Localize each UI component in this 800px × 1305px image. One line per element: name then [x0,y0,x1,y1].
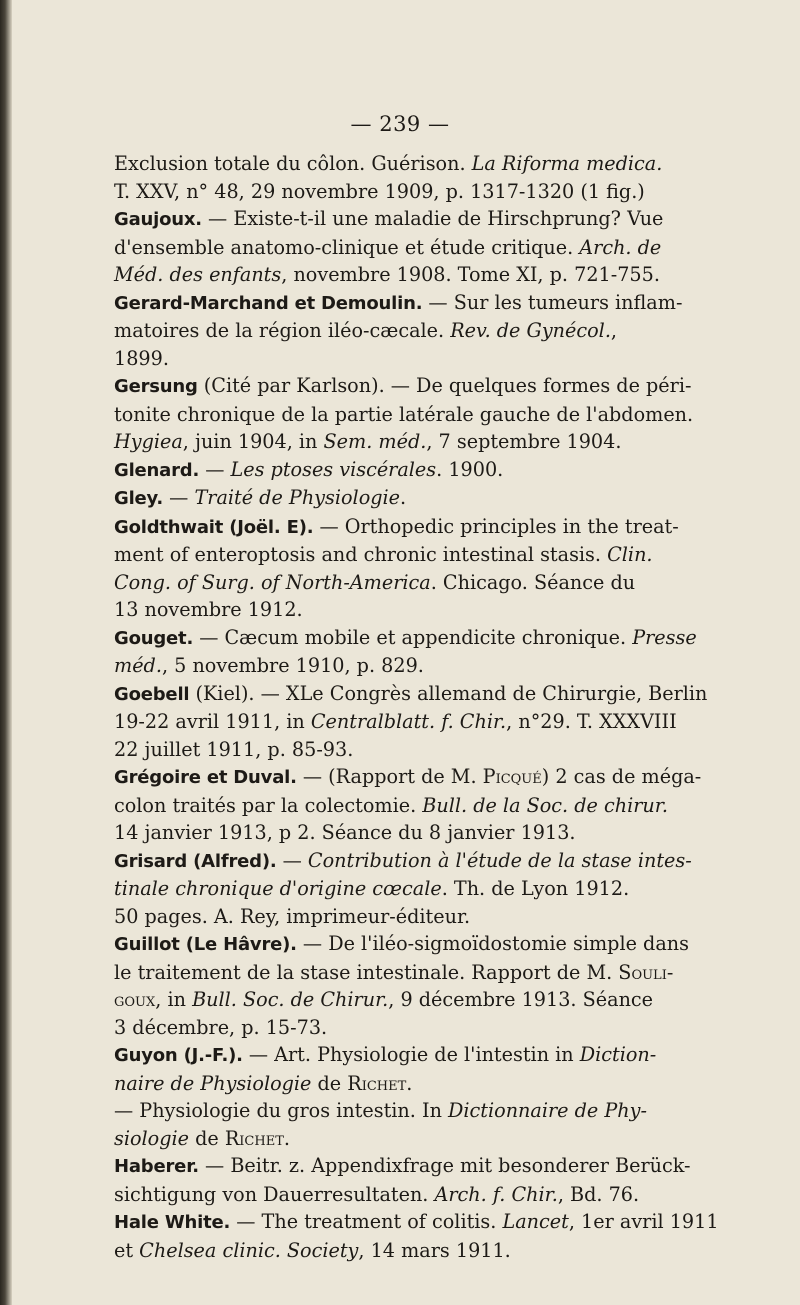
entry-line [114,903,692,931]
entry-text: Exclusion totale du côlon. Guérison. [114,152,472,175]
entry-title-italic: Dictionnaire de Phy- [448,1099,647,1122]
entry-text: 50 pages. A. Rey, imprimeur-éditeur. [114,904,471,928]
entry-text: — Beitr. z. Appendixfrage mit besonderer Berück- [198,1154,691,1177]
entry-line [114,819,692,847]
bibliography-entry [114,513,692,624]
entry-text: de [189,1126,225,1150]
page-number: — 239 — [350,112,450,136]
entry-line [114,1097,692,1125]
entry-text: (Cité par Karlson). — De quelques formes de péri- [197,374,692,397]
entry-line [114,317,692,345]
entry-title-italic: Méd. des enfants [114,263,282,286]
entry-title-italic: Bull. de la Soc. de chirur. [422,793,668,817]
entry-line [114,1070,692,1098]
entry-text: , 5 novembre 1910, p. 829. [161,654,424,677]
entry-line [114,596,692,624]
entry-text: . 1900. [436,457,504,481]
entry-line [114,150,692,178]
entry-line [114,875,692,903]
entry-title-italic: siologie [114,1126,189,1150]
bibliography-entry [114,847,692,931]
entry-text: . [400,486,407,509]
entry-name-smallcaps: Souli- [618,960,674,984]
entry-text: 1899. [114,346,169,370]
bibliography-entry [114,372,692,456]
entry-title-italic: Hygiea [114,430,183,453]
entry-text: , 9 décembre 1913. Séance [388,988,654,1011]
entry-name-smallcaps: goux [114,988,156,1011]
entry-line [114,1181,692,1209]
entry-line [114,959,692,987]
bibliography-entry [114,456,692,485]
entry-text: — [163,486,195,509]
entry-line [114,1125,692,1153]
entry-text: — Art. Physiologie de l'intestin in [242,1043,580,1066]
entry-text: , 14 mars 1911. [358,1238,511,1262]
bibliography-entry [114,150,692,205]
entry-title-italic: tinale chronique d'origine cœcale [114,877,442,900]
entry-author: Haberer. [114,1156,199,1177]
entry-line [114,652,692,680]
entry-text: , in [155,988,193,1011]
entry-title-italic: Sem. méd. [323,430,427,453]
book-binding-edge [0,0,12,1305]
entry-text: colon traités par la colectomie. [114,793,423,817]
entry-text: — De l'iléo-sigmoïdostomie simple dans [296,932,689,955]
entry-text: 22 juillet 1911, p. 85-93. [114,737,354,761]
entry-line [114,624,697,653]
entry-line [114,736,692,764]
entry-text: — The treatment of colitis. [230,1210,503,1233]
bibliography-entry [114,1041,692,1152]
entry-title-italic: naire de Physiologie [114,1071,312,1095]
bibliography-entry [114,763,702,847]
entry-line [114,1237,692,1265]
bibliography-entry [114,1208,719,1264]
bibliography-entry [114,680,708,764]
entry-line [114,847,692,876]
entry-text: sichtigung von Dauerresultaten. [114,1182,435,1206]
entry-line [114,178,692,206]
entry-line [114,930,692,959]
entry-line [114,541,692,569]
entry-text: — [199,457,231,481]
entry-text: . Th. de Lyon 1912. [441,877,630,900]
entry-title-italic: Clin. [607,543,653,566]
entry-text: de [311,1071,348,1095]
entry-text: ) 2 cas de méga- [541,765,702,788]
bibliography-entry [114,289,692,373]
entry-author: Guillot (Le Hâvre). [114,934,297,955]
entry-text: , novembre 1908. Tome XI, p. 721-755. [281,263,660,286]
entry-text: — (Rapport de M. [296,765,483,788]
entry-text: — Orthopedic principles in the treat- [313,514,679,538]
entry-text: le traitement de la stase intestinale. Rapport de M. [114,960,619,984]
entry-text: , 1er avril 1911 [568,1210,719,1233]
entry-title-italic: Traité de Physiologie [194,486,401,509]
entry-line [114,708,692,736]
entry-title-italic: Lancet [502,1210,569,1233]
bibliography-entry [114,930,692,1041]
entry-text: 19-22 avril 1911, in [114,710,311,733]
entry-text: T. XXV, n° 48, 29 novembre 1909, p. 1317-1320 (1 fig.) [114,179,645,203]
entry-line [114,1041,692,1070]
entry-text: . [406,1071,413,1095]
entry-name-smallcaps: Picqué [482,765,542,788]
entry-title-italic: Cong. of Surg. of North-America [114,570,431,594]
entry-line [114,372,692,401]
entry-author: Grégoire et Duval. [114,767,297,788]
entry-title-italic: Centralblatt. f. Chir. [310,710,507,733]
entry-text: , 7 septembre 1904. [426,430,622,453]
entry-line [114,1208,719,1237]
entry-text: — Physiologie du gros intestin. In [114,1099,449,1122]
entry-line [114,513,692,542]
entry-author: Gouget. [114,627,194,649]
entry-author: Guyon (J.-F.). [114,1045,243,1066]
entry-text: ment of enteroptosis and chronic intestinal stasis. [114,543,608,566]
entry-author: Gaujoux. [114,209,202,230]
entry-title-italic: Rev. de Gynécol. [450,319,611,342]
entry-author: Glenard. [114,459,200,481]
bibliography-entry [114,624,697,680]
entry-line [114,261,692,289]
entry-author: Goldthwait (Joël. E). [114,516,314,538]
entry-author: Goebell [114,683,190,705]
entry-text: 14 janvier 1913, p 2. Séance du 8 janvier 1913. [114,821,576,844]
entry-title-italic: Diction- [579,1043,657,1066]
entry-text: . Chicago. Séance du [430,570,636,594]
entry-title-italic: méd. [114,654,162,677]
entry-title-italic: Bull. Soc. de Chirur. [192,988,389,1011]
entry-line [114,234,692,262]
entry-line [114,456,692,485]
entry-title-italic: La Riforma medica. [471,152,663,175]
entry-text: 13 novembre 1912. [114,598,303,621]
entry-line [114,205,692,234]
entry-line [114,345,692,373]
bibliography-list [114,150,719,1264]
entry-line [114,763,702,792]
entry-author: Gley. [114,488,164,509]
entry-name-smallcaps: Richet [224,1126,284,1150]
entry-text: , n°29. T. XXXVIII [506,710,677,733]
entry-text: matoires de la région iléo-cæcale. [114,319,451,342]
entry-text: , [610,319,618,342]
entry-title-italic: Arch. f. Chir. [434,1182,558,1206]
entry-title-italic: Presse [632,625,697,649]
entry-title-italic: Chelsea clinic. Society [139,1238,359,1262]
entry-line [114,401,694,429]
entry-text: — Existe-t-il une maladie de Hirschprung? Vue [201,207,664,230]
entry-line [114,792,692,820]
entry-line [114,1014,692,1042]
entry-line [114,1152,692,1181]
entry-text: . [283,1126,290,1150]
entry-author: Grisard (Alfred). [114,850,277,872]
entry-line [114,289,692,318]
entry-text: — Sur les tumeurs inflam- [422,290,683,314]
entry-text: 3 décembre, p. 15-73. [114,1015,328,1039]
entry-line [114,986,692,1014]
entry-line [114,484,692,513]
entry-text: — Cæcum mobile et appendicite chronique. [193,625,633,649]
bibliography-entry [114,484,692,513]
entry-title-italic: Arch. de [579,235,662,259]
entry-title-italic: Contribution à l'étude de la stase intes- [307,848,692,872]
entry-text: tonite chronique de la partie latérale gauche de l'abdomen. [114,402,694,426]
bibliography-entry [114,205,692,289]
entry-author: Gerard-Marchand et Demoulin. [114,292,423,314]
entry-line [114,680,708,709]
entry-name-smallcaps: Richet [347,1071,407,1095]
entry-text: , Bd. 76. [557,1182,640,1206]
entry-line [114,569,692,597]
entry-text: (Kiel). — XLe Congrès allemand de Chirurgie, Berlin [189,681,708,705]
entry-text: d'ensemble anatomo-clinique et étude critique. [114,235,580,259]
entry-text: , juin 1904, in [182,430,324,453]
entry-author: Hale White. [114,1212,231,1233]
entry-text: — [276,848,308,872]
entry-author: Gersung [114,376,198,397]
bibliography-entry [114,1152,692,1208]
entry-line [114,428,692,456]
entry-text: et [114,1238,140,1262]
entry-title-italic: Les ptoses viscérales [230,457,437,481]
